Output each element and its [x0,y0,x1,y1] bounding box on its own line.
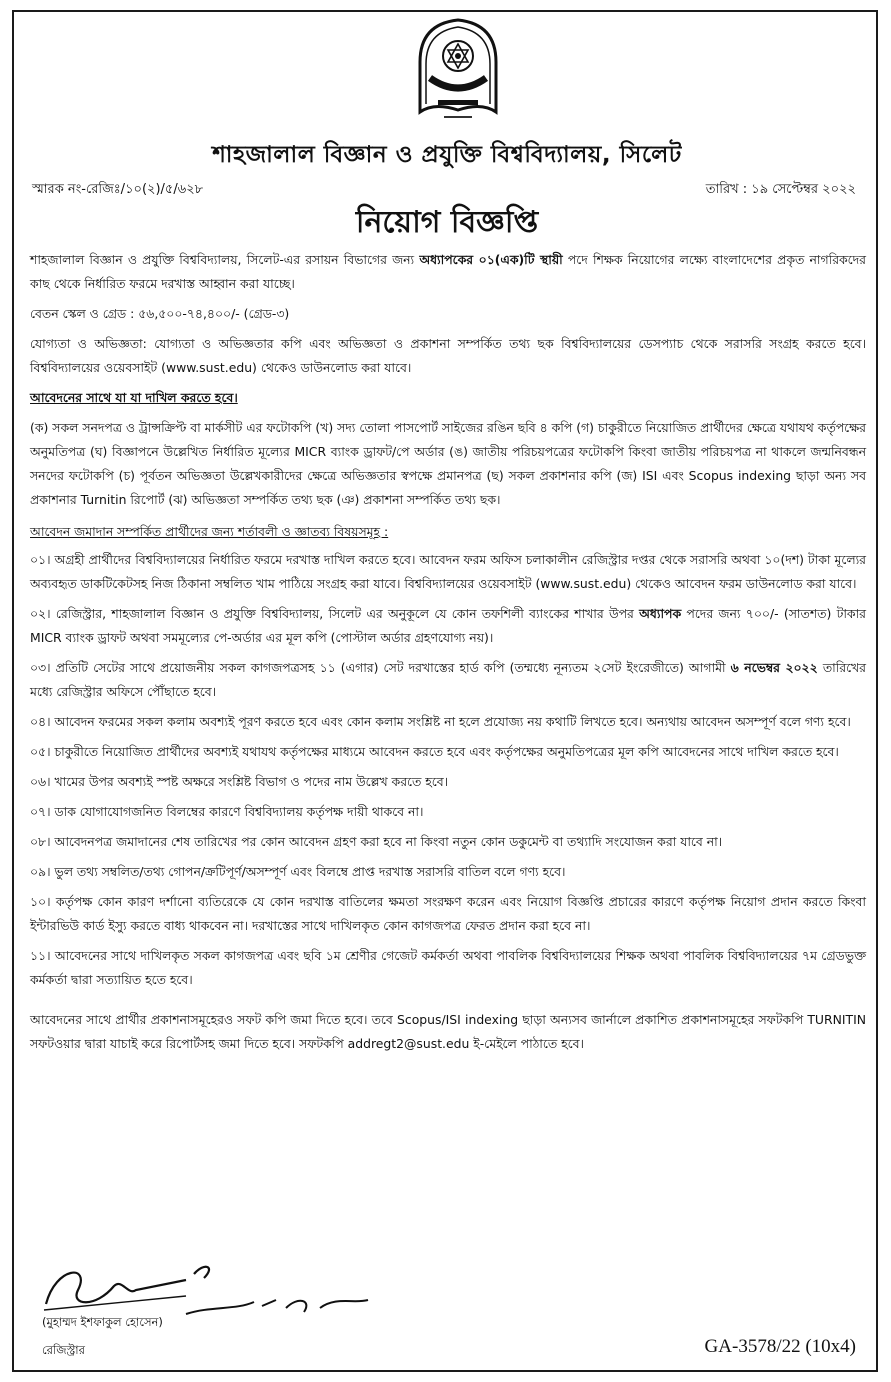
intro-paragraph: শাহজালাল বিজ্ঞান ও প্রযুক্তি বিশ্ববিদ্যালয়, সিলেট-এর রসায়ন বিভাগের জন্য অধ্যাপকের ০১(এক)টি স্থায়ী পদে শিক্ষক নিয়োগের লক্ষ্যে বাংলাদেশের প্রকৃত নাগরিকদের কাছ থেকে নির্ধারিত ফরমে দরখাস্ত আহ্বান করা যাচ্ছে। [30,252,866,291]
rule-item: ০১। অগ্রহী প্রার্থীদের বিশ্ববিদ্যালয়ের নির্ধারিত ফরমে দরখাস্ত দাখিল করতে হবে। আবেদন ফরম অফিস চলাকালীন রেজিস্ট্রার দপ্তর থেকে সরাসরি অথবা ১০(দশ) টাকা মূল্যের অব্যবহৃত ডাকটিকেটসহ নিজ ঠিকানা সম্বলিত খাম পাঠিয়ে সংগ্রহ করা যাবে। বিশ্ববিদ্যালয়ের ওয়েবসাইট (www.sust.edu) থেকেও আবেদন ফরম ডাউনলোড করা যাবে। [30,552,866,591]
rule-item: ০৩। প্রতিটি সেটের সাথে প্রয়োজনীয় সকল কাগজপত্রসহ ১১ (এগার) সেট দরখাস্তের হার্ড কপি (তম্মধ্যে নূন্যতম ২সেট ইংরেজীতে) আগামী ৬ নভেম্বর ২০২২ তারিখের মধ্যে রেজিস্ট্রার অফিসে পৌঁছাতে হবে। [30,660,867,699]
rules-heading: আবেদন জমাদান সম্পর্কিত প্রার্থীদের জন্য শর্তাবলী ও জ্ঞাতব্য বিষয়সমূহ : [30,524,389,539]
rule-item: ০৯। ভুল তথ্য সম্বলিত/তথ্য গোপন/ক্রটিপূর্ণ/অসম্পূর্ণ এবং বিলম্বে প্রাপ্ত দরখাস্ত সরাসরি বাতিল বলে গণ্য হবে। [30,864,566,879]
memo-number: স্মারক নং-রেজিঃ/১০(২)/৫/৬২৮ [32,182,204,197]
rule-item: ১০। কর্তৃপক্ষ কোন কারণ দর্শানো ব্যতিরেকে যে কোন দরখাস্ত বাতিলের ক্ষমতা সংরক্ষণ করেন এবং নিয়োগ বিজ্ঞপ্তি প্রচারের কারণে কর্তৃপক্ষ নিয়োগ প্রদান করতে কিংবা ইন্টারভিউ কার্ড ইস্যু করতে বাধ্য থাকবেন না। দরখাস্তের সাথে দাখিলকৃত কোন কাগজপত্র ফেরত প্রদান করা হবে না। [30,894,866,933]
softcopy-paragraph: আবেদনের সাথে প্রার্থীর প্রকাশনাসমূহেরও সফট কপি জমা দিতে হবে। তবে Scopus/ISI indexing ছাড়া অন্যসব জার্নালে প্রকাশিত প্রকাশনাসমূহের সফটকপি TURNITIN সফটওয়ার দ্বারা যাচাই করে রিপোর্টসহ জমা দিতে হবে। সফটকপি addregt2@sust.edu ই-মেইলে পাঠাতে হবে। [30,1012,866,1051]
rule-item: ০৪। আবেদন ফরমের সকল কলাম অবশ্যই পূরণ করতে হবে এবং কোন কলাম সংশ্লিষ্ট না হলে প্রযোজ্য নয় কথাটি লিখতে হবে। অন্যথায় আবেদন অসম্পূর্ণ বলে গণ্য হবে। [30,714,851,729]
submit-items: (ক) সকল সনদপত্র ও ট্রান্সক্রিপ্ট বা মার্কসীট এর ফটোকপি (খ) সদ্য তোলা পাসপোর্ট সাইজের রঙিন ছবি ৪ কপি (গ) চাকুরীতে নিয়োজিত প্রার্থীদের ক্ষেত্রে যথাযথ কর্তৃপক্ষের অনুমতিপত্র (ঘ) বিজ্ঞাপনে উল্লেখিত নির্ধারিত মূল্যের MICR ব্যাংক ড্রাফট/পে অর্ডার (ঙ) জাতীয় পরিচয়পত্রের ফটোকপি কিংবা জাতীয় পরিচয়পত্র না থাকলে জন্মনিবন্ধন সনদের ফটোকপি (চ) পূর্বতন অভিজ্ঞতা উল্লেখকারীদের ক্ষেত্রে অভিজ্ঞতার স্বপক্ষে প্রমানপত্র (ছ) সকল প্রকাশনার কপি (জ) ISI এবং Scopus indexing ছাড়া অন্য সব প্রকাশনার Turnitin রিপোর্ট (ঝ) অভিজ্ঞতা সম্পর্কিত তথ্য ছক (ঞ) প্রকাশনা সম্পর্কিত তথ্য ছক। [30,420,866,507]
university-logo [412,14,504,126]
university-name: শাহজালাল বিজ্ঞান ও প্রযুক্তি বিশ্ববিদ্যালয়, সিলেট [212,142,682,168]
rule-item: ০৭। ডাক যোগাযোগজনিত বিলম্বের কারণে বিশ্ববিদ্যালয় কর্তৃপক্ষ দায়ী থাকবে না। [30,804,424,819]
signatory-name: (মুহাম্মদ ইশফাকুল হোসেন) [42,1315,163,1329]
rule-item: ০৬। খামের উপর অবশ্যই স্পষ্ট অক্ষরে সংশ্লিষ্ট বিভাগ ও পদের নাম উল্লেখ করতে হবে। [30,774,449,789]
notice-page [12,10,878,1372]
ad-code: GA-3578/22 (10x4) [704,1336,856,1357]
rule-item: ১১। আবেদনের সাথে দাখিলকৃত সকল কাগজপত্র এবং ছবি ১ম শ্রেণীর গেজেট কর্মকর্তা অথবা পাবলিক বিশ্ববিদ্যালয়ের শিক্ষক অথবা পাবলিক বিশ্ববিদ্যালয়ের ৭ম গ্রেডভুক্ত কর্মকর্তা দ্বারা সত্যায়িত হতে হবে। [30,948,866,987]
salary-scale: বেতন স্কেল ও গ্রেড : ৫৬,৫০০-৭৪,৪০০/- (গ্রেড-৩) [30,306,290,321]
notice-date: তারিখ : ১৯ সেপ্টেম্বর ২০২২ [705,182,856,197]
submit-heading: আবেদনের সাথে যা যা দাখিল করতে হবে। [30,390,238,405]
rule-item: ০২। রেজিস্ট্রার, শাহজালাল বিজ্ঞান ও প্রযুক্তি বিশ্ববিদ্যালয়, সিলেট এর অনুকূলে যে কোন তফশিলী ব্যাংকের শাখার উপর অধ্যাপক পদের জন্য ৭০০/- (সাতশত) টাকার MICR ব্যাংক ড্রাফট অথবা সমমূল্যের পে-অর্ডার এর মূল কপি (পোস্টাল অর্ডার গ্রহণযোগ্য নয়)। [30,606,866,645]
notice-body [30,248,866,1062]
signatory-title: রেজিস্ট্রার [42,1343,85,1357]
rule-item: ০৫। চাকুরীতে নিয়োজিত প্রার্থীদের অবশ্যই যথাযথ কর্তৃপক্ষের মাধ্যমে আবেদন করতে হবে এবং কর্তৃপক্ষের অনুমতিপত্রের মূল কপি আবেদনের সাথে দাখিল করতে হবে। [30,744,839,759]
notice-title: নিয়োগ বিজ্ঞপ্তি [355,205,539,240]
rule-item: ০৮। আবেদনপত্র জমাদানের শেষ তারিখের পর কোন আবেদন গ্রহণ করা হবে না কিংবা নতুন কোন ডকুমেন্ট বা তথ্যাদি সংযোজন করা যাবে না। [30,834,723,849]
qualification-paragraph: যোগ্যতা ও অভিজ্ঞতা: যোগ্যতা ও অভিজ্ঞতার কপি এবং অভিজ্ঞতা ও প্রকাশনা সম্পর্কিত তথ্য ছক বিশ্ববিদ্যালয়ের ডেসপ্যাচ থেকে সরাসরি সংগ্রহ করতে হবে। বিশ্ববিদ্যালয়ের ওয়েবসাইট (www.sust.edu) থেকেও ডাউনলোড করা যাবে। [30,336,866,375]
